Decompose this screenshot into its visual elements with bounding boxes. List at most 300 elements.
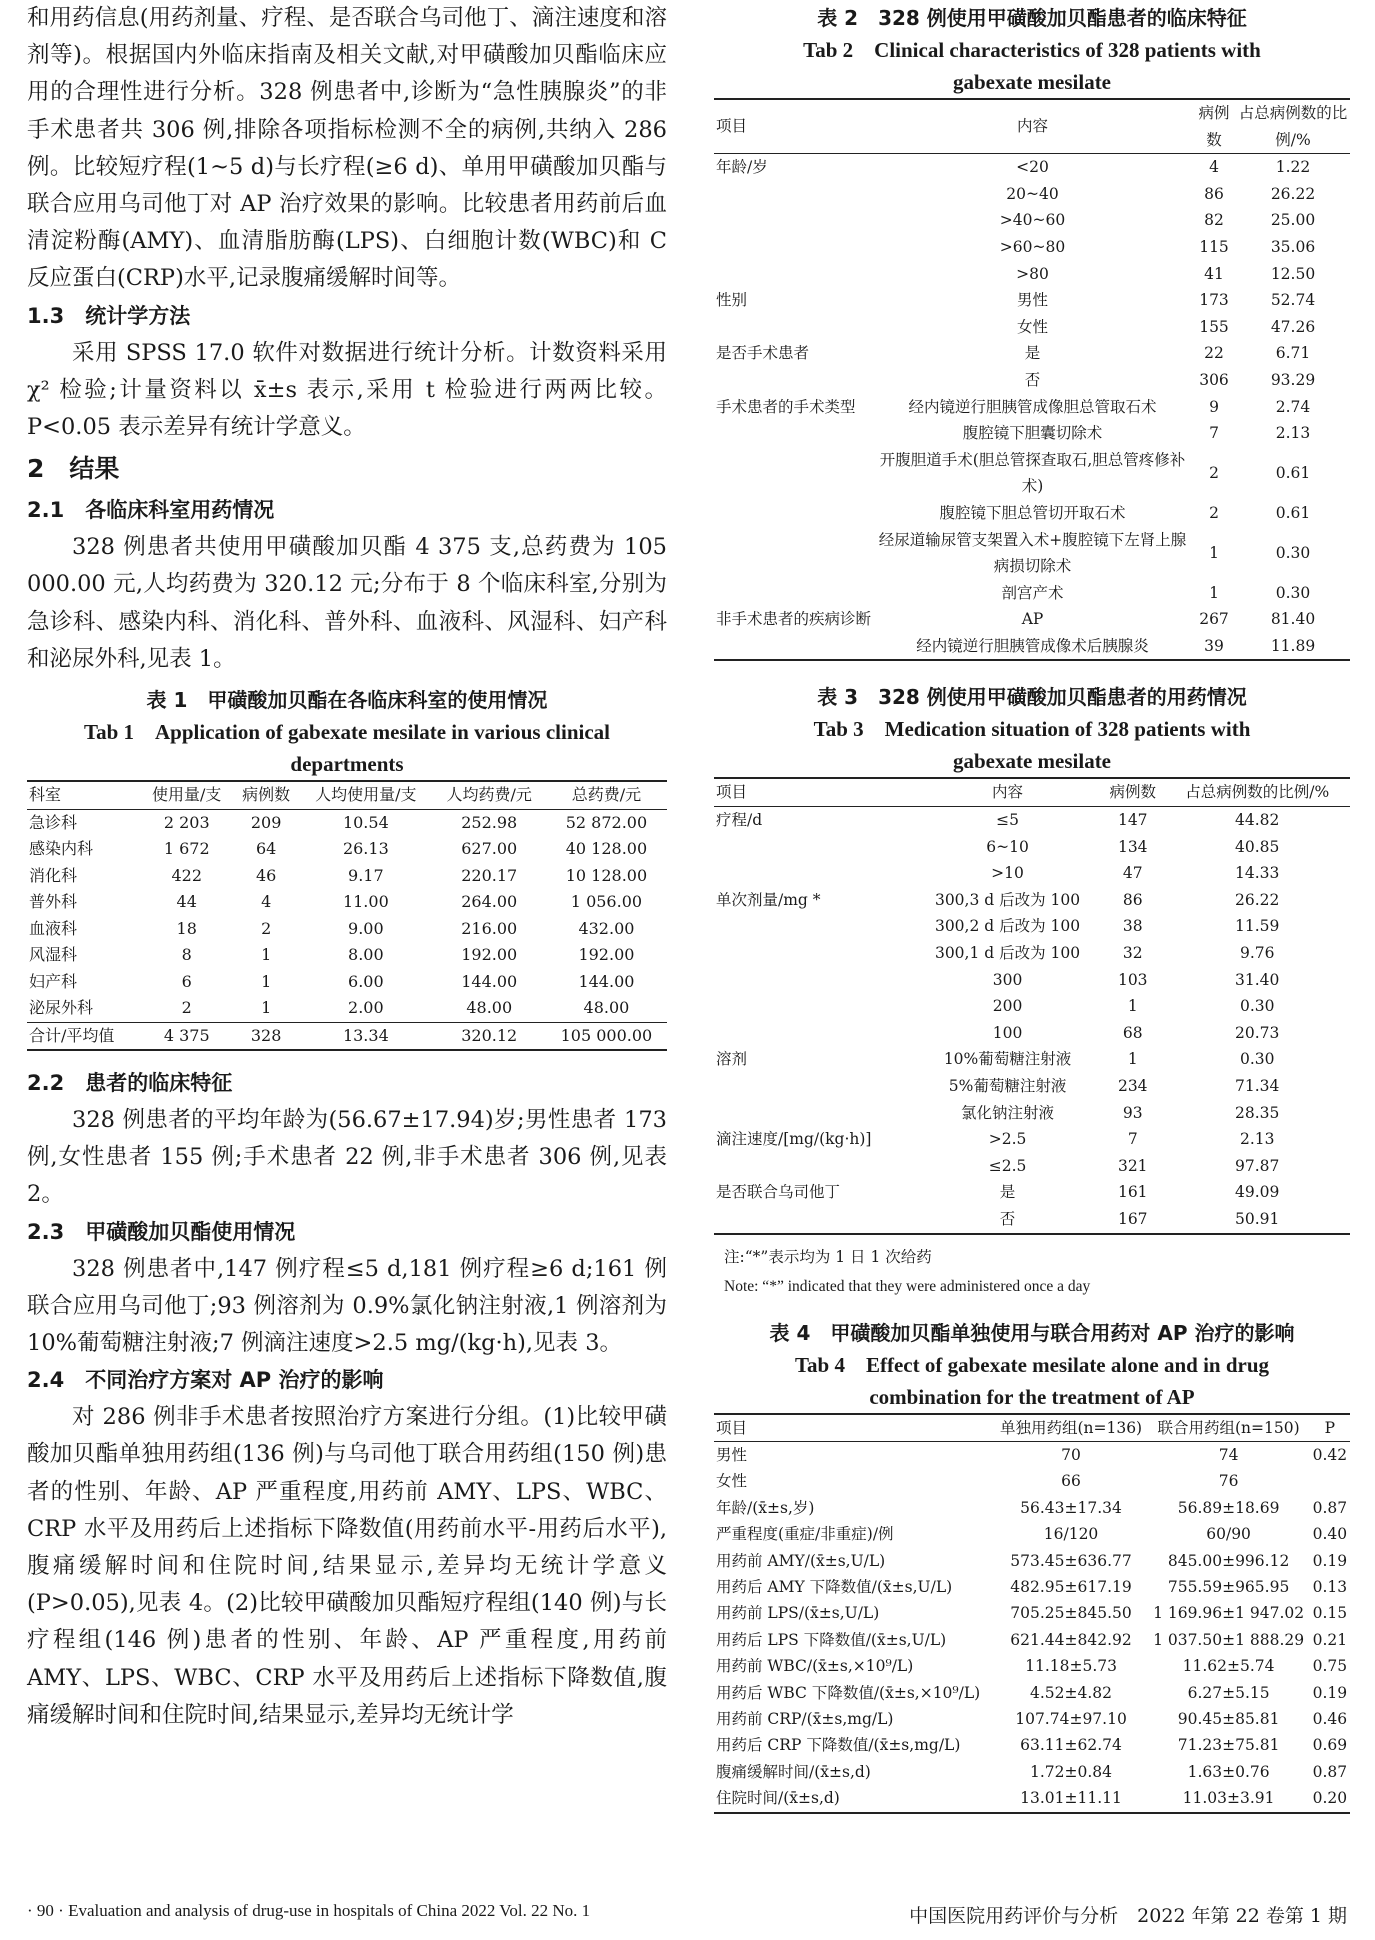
table-cell: 用药前 WBC/(x̄±s,×10⁹/L) [716, 1657, 914, 1676]
column-header: 项目 [714, 778, 914, 806]
table-cell: 621.44±842.92 [1010, 1630, 1132, 1649]
table-cell: 845.00±996.12 [1167, 1551, 1290, 1570]
table-cell: 1.63±0.76 [1187, 1762, 1270, 1781]
table-cell: 是 [999, 1183, 1016, 1202]
table-cell: 26.13 [342, 839, 389, 859]
table-cell: ≤2.5 [988, 1156, 1027, 1175]
column-header: 人均使用量/支 [299, 781, 433, 809]
table-cell: 0.30 [1275, 583, 1311, 602]
table-cell: 264.00 [461, 892, 518, 912]
table-cell: 10 128.00 [565, 865, 648, 885]
table-row [714, 207, 1350, 234]
table-cell: 手术患者的手术类型 [716, 397, 856, 416]
table-cell: 0.20 [1310, 1785, 1350, 1812]
table-cell: 0.46 [1312, 1710, 1348, 1729]
column-header: 项目 [714, 99, 873, 154]
table-cell: >2.5 [988, 1130, 1027, 1149]
table-row [714, 860, 1350, 887]
table-1-block [27, 684, 667, 1051]
table-3-note-cn: 注:“*”表示均为 1 日 1 次给药 [724, 1247, 932, 1266]
table-cell [714, 860, 914, 887]
column-header: 人均药费/元 [433, 781, 546, 809]
table-cell: 173 [1199, 291, 1229, 310]
heading-2-4: 2.4 不同治疗方案对 AP 治疗的影响 [27, 1368, 384, 1393]
table-cell: 4 375 [140, 1022, 233, 1050]
table-row [714, 834, 1350, 861]
table-cell [714, 580, 873, 607]
table-row [714, 967, 1350, 994]
table-cell: 267 [1199, 610, 1229, 629]
heading-1-3: 1.3 统计学方法 [27, 303, 191, 328]
table-cell: 40 128.00 [565, 839, 648, 859]
table-cell: 0.21 [1312, 1630, 1348, 1649]
column-header: 项目 [714, 1414, 995, 1442]
table-cell: 31.40 [1235, 970, 1280, 989]
table-cell: 0.40 [1312, 1525, 1348, 1544]
table-cell: 86 [1122, 890, 1143, 909]
table-cell: 女性 [716, 1472, 748, 1491]
table-row [714, 1468, 1350, 1494]
table-cell: 22 [1204, 344, 1224, 363]
table-cell: 52.74 [1270, 291, 1316, 310]
table-cell: 60/90 [1206, 1525, 1251, 1544]
table-cell: 20~40 [1006, 184, 1059, 203]
table-cell: 147 [1117, 811, 1148, 830]
table-cell: 男性 [1017, 291, 1049, 310]
table-cell: 20.73 [1235, 1023, 1280, 1042]
table-cell: 腹腔镜下胆总管切开取石术 [939, 503, 1126, 522]
table-cell: 25.00 [1270, 211, 1316, 230]
table-cell: 321 [1117, 1156, 1148, 1175]
table-cell: 消化科 [29, 865, 78, 885]
table-cell [714, 834, 914, 861]
table-row [714, 1680, 1350, 1706]
table-cell: 300 [992, 970, 1023, 989]
table-cell [714, 1153, 914, 1180]
table-cell [714, 1206, 914, 1234]
table-cell: 0.42 [1312, 1445, 1348, 1464]
table-cell: 男性 [716, 1445, 748, 1464]
table-cell: 1 [261, 971, 272, 991]
table-cell: 1 [261, 945, 272, 965]
heading-2-1: 2.1 各临床科室用药情况 [27, 498, 275, 523]
table-cell: 风湿科 [29, 945, 78, 965]
table-cell [714, 993, 914, 1020]
table-row [714, 287, 1350, 314]
table-cell: 用药后 CRP 下降数值/(x̄±s,mg/L) [716, 1736, 961, 1755]
table-cell: 300,1 d 后改为 100 [934, 944, 1081, 963]
heading-2-2: 2.2 患者的临床特征 [27, 1071, 233, 1096]
table-row [27, 995, 667, 1022]
table-cell [714, 447, 873, 500]
table-cell: 急诊科 [29, 812, 78, 832]
table-cell: 严重程度(重症/非重症)/例 [716, 1525, 894, 1544]
table-row [714, 913, 1350, 940]
table-cell: 71.34 [1235, 1077, 1280, 1095]
column-header: 占总病例数的比例/% [1236, 99, 1350, 154]
table-row [714, 447, 1350, 500]
table-cell: 40.85 [1235, 837, 1280, 856]
table-cell: 38 [1122, 917, 1143, 936]
table-3-caption-en: Tab 3 Medication situation of 328 patients with gabexate mesilate [813, 717, 1251, 774]
table-cell: 144.00 [461, 971, 518, 991]
table-cell: 氯化钠注射液 [961, 1103, 1055, 1122]
table-cell [714, 633, 873, 661]
column-header: 单独用药组(n=136) [995, 1414, 1148, 1442]
table-row [27, 836, 667, 863]
table-cell: 4.52±4.82 [1030, 1683, 1113, 1702]
column-header: 科室 [27, 781, 140, 809]
table-cell: 28.35 [1235, 1103, 1280, 1122]
table-cell: 0.15 [1312, 1604, 1348, 1623]
table-cell [714, 527, 873, 580]
table-cell: 8.00 [348, 945, 384, 965]
table-cell: 300,2 d 后改为 100 [934, 917, 1081, 936]
table-row [714, 234, 1350, 261]
column-header: 内容 [873, 99, 1192, 154]
table-row [714, 1600, 1350, 1626]
table-cell: 50.91 [1164, 1206, 1350, 1234]
table-2-caption-en: Tab 2 Clinical characteristics of 328 patients with gabexate mesilate [803, 38, 1261, 94]
table-cell: 1 037.50±1 888.29 [1153, 1630, 1305, 1649]
table-cell [714, 420, 873, 447]
table-cell: 经内镜逆行胆胰管成像胆总管取石术 [908, 397, 1157, 416]
table-cell: 44 [176, 892, 197, 912]
table-cell: 14.33 [1235, 864, 1280, 883]
table-cell: 1 [1209, 583, 1219, 602]
table-cell: 6 [181, 971, 192, 991]
table-cell: 0.19 [1312, 1551, 1348, 1570]
table-row [714, 887, 1350, 914]
table-cell: 26.22 [1235, 890, 1280, 909]
table-row [714, 633, 1350, 661]
table-cell: 剖宫产术 [1001, 583, 1064, 602]
table-cell: 年龄/(x̄±s,岁) [716, 1498, 815, 1517]
table-row [714, 1206, 1350, 1234]
table-3-caption-cn: 表 3 328 例使用甲磺酸加贝酯患者的用药情况 [817, 685, 1247, 710]
table-cell: 0.13 [1312, 1578, 1348, 1596]
table-cell: 用药前 CRP/(x̄±s,mg/L) [716, 1710, 894, 1729]
table-4-caption-en: Tab 4 Effect of gabexate mesilate alone and in drug combination for the treatment of AP [794, 1352, 1270, 1409]
table-cell: 住院时间/(x̄±s,d) [714, 1785, 995, 1812]
table-cell: 300,3 d 后改为 100 [934, 890, 1081, 909]
table-cell: 1 [1127, 997, 1138, 1016]
table-row [714, 1020, 1350, 1047]
table-row [714, 1627, 1350, 1653]
paragraph-usage: 328 例患者中,147 例疗程≤5 d,181 例疗程≥6 d;161 例联合应用乌司他丁;93 例溶剂为 0.9%氯化钠注射液,1 例溶剂为 10%葡萄糖注射液;7 例滴注速度>2.5 mg/(kg·h),见表 3。 [27, 1255, 667, 1357]
table-cell: 用药后 AMY 下降数值/(x̄±s,U/L) [716, 1578, 953, 1596]
table-row [27, 863, 667, 890]
table-cell: 64 [255, 839, 277, 859]
table-cell: 11.59 [1235, 917, 1280, 936]
column-header: 使用量/支 [140, 781, 233, 809]
table-cell: 年龄/岁 [716, 158, 768, 177]
table-cell: 220.17 [461, 865, 518, 885]
table-row [714, 606, 1350, 633]
table-row [714, 1441, 1350, 1468]
table-cell: 2.00 [348, 998, 384, 1018]
table-row [27, 809, 667, 836]
table-cell: 用药前 AMY/(x̄±s,U/L) [716, 1551, 886, 1570]
table-cell: 6.71 [1275, 344, 1311, 363]
table-cell: 11.03±3.91 [1147, 1785, 1309, 1812]
table-cell: 48.00 [466, 998, 513, 1018]
table-cell: AP [1021, 610, 1044, 629]
table-cell: 5%葡萄糖注射液 [948, 1077, 1067, 1095]
table-cell: 100 [992, 1023, 1023, 1042]
left-column [27, 0, 667, 1734]
table-cell: 144.00 [578, 971, 635, 991]
table-cell: 0.75 [1312, 1657, 1348, 1676]
table-row [714, 1653, 1350, 1679]
table-cell: 47 [1122, 864, 1143, 883]
table-cell: 115 [1199, 237, 1229, 256]
table-cell: 1 [1209, 543, 1219, 562]
table-cell: 93.29 [1270, 370, 1316, 389]
right-column [714, 0, 1350, 1814]
table-row [714, 1548, 1350, 1574]
table-cell: 93 [1122, 1103, 1143, 1122]
table-cell: 320.12 [433, 1022, 546, 1050]
table-cell: 是 [1024, 344, 1041, 363]
table-cell: 252.98 [461, 812, 518, 832]
table-cell: 2 [1209, 503, 1219, 522]
footer-journal-cn: 中国医院用药评价与分析 2022 年第 22 卷第 1 期 [909, 1905, 1347, 1927]
column-header: 占总病例数的比例/% [1164, 778, 1350, 806]
table-cell: 81.40 [1270, 610, 1316, 629]
table-cell: 63.11±62.74 [1020, 1736, 1122, 1755]
table-row [714, 807, 1350, 834]
table-cell: 2 [181, 998, 192, 1018]
table-row [714, 1521, 1350, 1547]
table-row [714, 1073, 1350, 1100]
table-row [714, 1153, 1350, 1180]
table-cell: 66 [1061, 1472, 1081, 1491]
table-cell: 107.74±97.10 [1015, 1710, 1127, 1729]
table-cell: >10 [991, 864, 1024, 883]
table-cell: 56.89±18.69 [1177, 1498, 1280, 1517]
table-cell: 0.87 [1312, 1498, 1348, 1517]
table-cell: 432.00 [578, 918, 635, 938]
table-cell: 滴注速度/[mg/(kg·h)] [716, 1130, 872, 1149]
table-row [714, 367, 1350, 394]
table-cell: 单次剂量/mg * [716, 890, 821, 909]
table-row [27, 916, 667, 943]
table-cell [714, 500, 873, 527]
table-cell: 0.87 [1312, 1762, 1348, 1781]
table-cell: 18 [176, 918, 197, 938]
table-cell [714, 1073, 914, 1100]
table-cell: 209 [250, 812, 282, 832]
table-1-caption-en: Tab 1 Application of gabexate mesilate in various clinical departments [84, 720, 610, 777]
table-row [714, 154, 1350, 181]
table-cell: 6.00 [348, 971, 384, 991]
table-row [714, 500, 1350, 527]
table-cell: 76 [1218, 1472, 1239, 1491]
table-cell: 46 [255, 865, 277, 885]
table-cell: 13.01±11.11 [995, 1785, 1148, 1812]
table-cell: 7 [1127, 1130, 1138, 1149]
table-cell: 溶剂 [716, 1050, 748, 1069]
table-row [714, 314, 1350, 341]
paragraph-intro: 和用药信息(用药剂量、疗程、是否联合乌司他丁、滴注速度和溶剂等)。根据国内外临床指南及相关文献,对甲磺酸加贝酯临床应用的合理性进行分析。328 例患者中,诊断为“急性胰腺炎”的非手术患者共 306 例,排除各项指标检测不全的病例,共纳入 286 例。比较短疗程(1~5 d)与长疗程(≥6 d)、单用甲磺酸加贝酯与联合应用乌司他丁对 AP 治疗效果的影响。比较患者用药前后血清淀粉酶(AMY)、血清脂肪酶(LPS)、白细胞计数(WBC)和 C 反应蛋白(CRP)水平,记录腹痛缓解时间等。 [27, 5, 667, 292]
paragraph-clinical: 328 例患者的平均年龄为(56.67±17.94)岁;男性患者 173 例,女性患者 155 例;手术患者 22 例,非手术患者 306 例,见表 2。 [27, 1107, 667, 1208]
table-cell: 0.30 [1239, 1050, 1275, 1069]
table-cell [714, 181, 873, 208]
table-2 [714, 98, 1350, 661]
table-cell: 11.00 [342, 892, 389, 912]
column-header: 联合用药组(n=150) [1147, 1414, 1309, 1442]
table-cell: 0.30 [1239, 997, 1275, 1016]
table-2-caption-cn: 表 2 328 例使用甲磺酸加贝酯患者的临床特征 [817, 6, 1247, 30]
table-cell: 1 672 [163, 839, 210, 859]
table-row [714, 1574, 1350, 1600]
table-cell [714, 1020, 914, 1047]
table-cell: >80 [1016, 264, 1049, 283]
table-cell: 1.22 [1275, 158, 1311, 177]
footer-journal-en: · 90 · Evaluation and analysis of drug-use in hospitals of China 2022 Vol. 22 No. 1 [27, 1901, 591, 1920]
table-cell: 103 [1117, 970, 1148, 989]
table-cell: >60~80 [999, 237, 1066, 256]
table-cell: 6~10 [986, 837, 1029, 856]
table-cell: 经内镜逆行胆胰管成像术后胰腺炎 [873, 633, 1192, 661]
table-cell: 4 [261, 892, 272, 912]
table-cell: 482.95±617.19 [1010, 1578, 1132, 1596]
table-cell: 97.87 [1235, 1156, 1280, 1175]
table-cell: 49.09 [1235, 1183, 1280, 1202]
table-row [714, 1126, 1350, 1153]
column-header: 总药费/元 [546, 781, 667, 809]
table-cell [714, 367, 873, 394]
table-cell: 普外科 [29, 892, 78, 912]
table-cell: 8 [181, 945, 192, 965]
table-cell [714, 314, 873, 341]
table-row [714, 1785, 1350, 1812]
table-cell [714, 1100, 914, 1127]
table-cell: 1.72±0.84 [1030, 1762, 1113, 1781]
table-row [714, 420, 1350, 447]
table-cell: 105 000.00 [546, 1022, 667, 1050]
table-1-caption-cn: 表 1 甲磺酸加贝酯在各临床科室的使用情况 [146, 688, 548, 713]
table-cell: 0.61 [1275, 464, 1311, 483]
table-cell: ≤5 [996, 811, 1019, 830]
table-cell: 47.26 [1270, 317, 1316, 336]
table-cell: 26.22 [1270, 184, 1316, 203]
table-cell: 705.25±845.50 [1010, 1604, 1132, 1623]
table-cell: 经尿道输尿管支架置入术+腹腔镜下左肾上腺病损切除术 [878, 530, 1187, 576]
table-cell: 女性 [1017, 317, 1049, 336]
table-cell: 161 [1117, 1183, 1148, 1202]
table-cell: 性别 [716, 291, 748, 310]
table-cell: 90.45±85.81 [1177, 1710, 1280, 1729]
table-3 [714, 777, 1350, 1234]
column-header: 病例数 [233, 781, 299, 809]
table-cell: 腹腔镜下胆囊切除术 [962, 424, 1103, 443]
table-cell: 泌尿外科 [29, 998, 94, 1018]
column-header: 内容 [914, 778, 1101, 806]
table-cell: 39 [1192, 633, 1236, 661]
table-row [714, 261, 1350, 288]
table-cell: 用药后 LPS 下降数值/(x̄±s,U/L) [716, 1630, 947, 1649]
table-cell: 0.30 [1275, 543, 1311, 562]
table-cell: 16/120 [1043, 1525, 1099, 1544]
table-cell: 41 [1204, 264, 1224, 283]
table-cell: 11.62±5.74 [1182, 1657, 1275, 1676]
table-row [714, 1495, 1350, 1521]
table-cell: 用药后 WBC 下降数值/(x̄±s,×10⁹/L) [716, 1683, 981, 1702]
heading-2-3: 2.3 甲磺酸加贝酯使用情况 [27, 1219, 296, 1244]
table-cell: 422 [171, 865, 202, 885]
table-row [27, 1022, 667, 1050]
table-cell: 167 [1101, 1206, 1164, 1234]
table-row [27, 889, 667, 916]
table-cell: 755.59±965.95 [1167, 1578, 1290, 1596]
table-cell: 56.43±17.34 [1020, 1498, 1122, 1517]
table-cell: 9.76 [1239, 944, 1275, 963]
table-cell [1310, 1468, 1350, 1494]
table-cell: 11.89 [1236, 633, 1350, 661]
table-cell: 13.34 [299, 1022, 433, 1050]
table-row [714, 527, 1350, 580]
table-cell: 否 [914, 1206, 1101, 1234]
table-cell: 9.17 [348, 865, 384, 885]
table-cell: 4 [1209, 158, 1219, 177]
table-cell: 627.00 [461, 839, 518, 859]
table-cell: 2 [1209, 464, 1219, 483]
table-cell: 70 [1061, 1445, 1081, 1464]
table-cell: 0.69 [1312, 1736, 1348, 1755]
table-cell: 2 [261, 918, 272, 938]
table-row [714, 1759, 1350, 1785]
table-cell: 10%葡萄糖注射液 [943, 1050, 1072, 1069]
table-cell: 合计/平均值 [27, 1022, 140, 1050]
table-cell: 7 [1209, 424, 1219, 443]
table-cell [714, 207, 873, 234]
table-cell: 0.19 [1312, 1683, 1348, 1702]
table-cell: 感染内科 [29, 839, 94, 859]
column-header: 病例数 [1192, 99, 1236, 154]
table-cell: 9.00 [348, 918, 384, 938]
table-row [714, 1046, 1350, 1073]
table-row [27, 969, 667, 996]
table-row [714, 580, 1350, 607]
table-cell: 12.50 [1270, 264, 1316, 283]
table-cell: <20 [1016, 158, 1049, 177]
table-2-block [714, 2, 1350, 661]
table-row [714, 940, 1350, 967]
table-cell: 82 [1204, 211, 1224, 230]
table-cell: 44.82 [1235, 811, 1280, 830]
column-header: P [1310, 1414, 1350, 1442]
table-cell: 74 [1218, 1445, 1239, 1464]
table-cell: 192.00 [461, 945, 518, 965]
table-cell: >40~60 [999, 211, 1066, 230]
paragraph-departments: 328 例患者共使用甲磺酸加贝酯 4 375 支,总药费为 105 000.00 元,人均药费为 320.12 元;分布于 8 个临床科室,分别为急诊科、感染内科、消化科、普外科、血液科、风湿科、妇产科和泌尿外科,见表 1。 [27, 534, 667, 672]
table-cell: 1 169.96±1 947.02 [1153, 1604, 1305, 1623]
table-cell: 1 [261, 998, 272, 1018]
table-cell: 1 [1127, 1050, 1138, 1069]
table-row [714, 1100, 1350, 1127]
table-cell: 192.00 [578, 945, 635, 965]
table-row [714, 394, 1350, 421]
paragraph-effect: 对 286 例非手术患者按照治疗方案进行分组。(1)比较甲磺酸加贝酯单独用药组(136 例)与乌司他丁联合用药组(150 例)患者的性别、年龄、AP 严重程度,用药前 AMY、LPS、WBC、CRP 水平及用药后上述指标下降数值(用药前水平-用药后水平),腹痛缓解时间和住院时间,结果显示,差异均无统计学意义(P>0.05),见表 4。(2)比较甲磺酸加贝酯短疗程组(140 例)与长疗程组(146 例)患者的性别、年龄、AP 严重程度,用药前 AMY、LPS、WBC、CRP 水平及用药后上述指标下降数值,腹痛缓解时间和住院时间,结果显示,差异均无统计学 [27, 1404, 667, 1728]
table-cell: 306 [1199, 370, 1229, 389]
table-cell: 573.45±636.77 [1010, 1551, 1132, 1570]
table-cell: 否 [1024, 370, 1041, 389]
table-row [714, 993, 1350, 1020]
table-cell: 疗程/d [716, 811, 763, 830]
table-cell: 1 056.00 [570, 892, 643, 912]
